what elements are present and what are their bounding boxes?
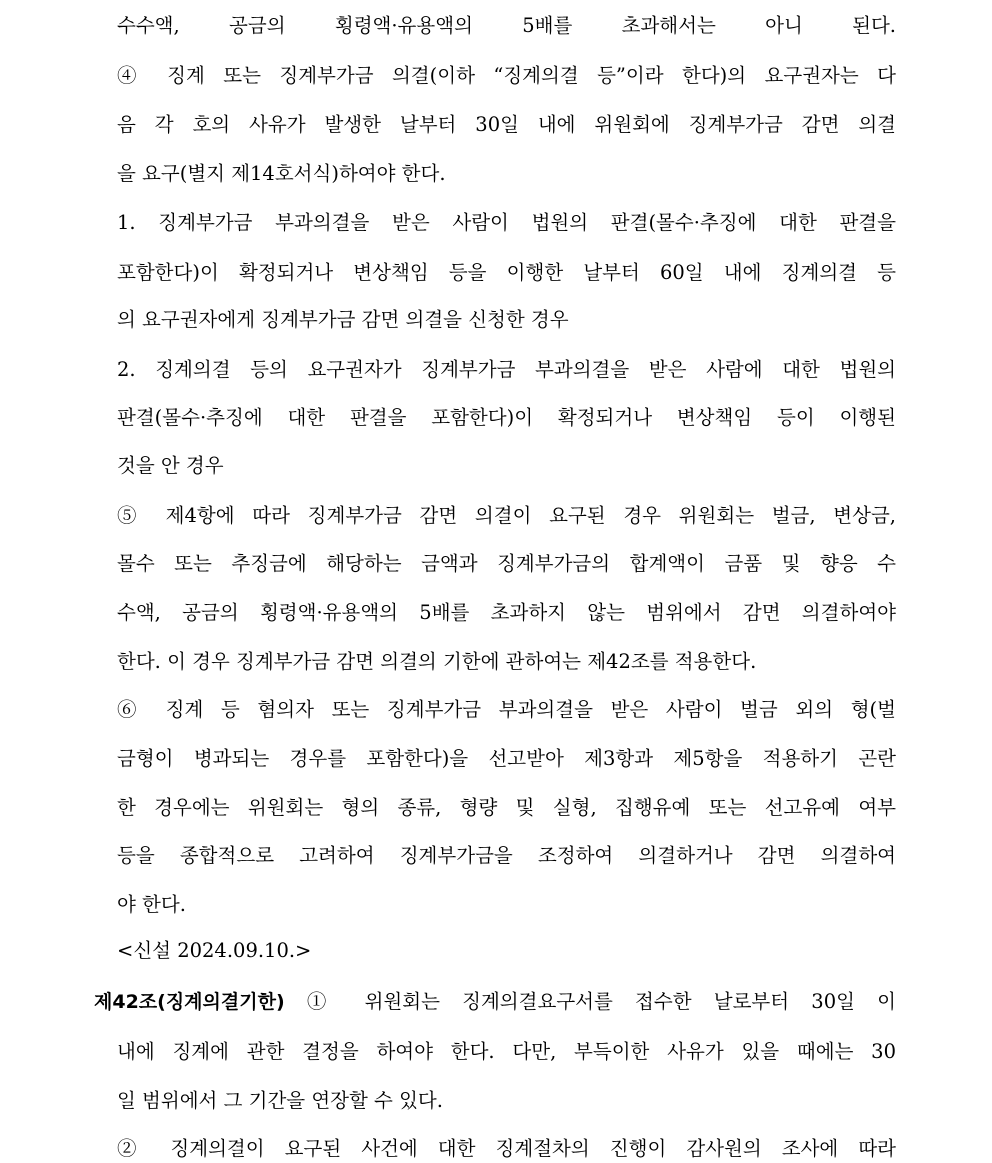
text-line: ⑤ 제4항에 따라 징계부가금 감면 의결이 요구된 경우 위원회는 벌금, 변상금,	[117, 504, 896, 527]
text-line: 등을 종합적으로 고려하여 징계부가금을 조정하여 의결하거나 감면 의결하여	[117, 844, 896, 867]
text-line: 음 각 호의 사유가 발생한 날부터 30일 내에 위원회에 징계부가금 감면 의결	[117, 113, 896, 136]
text-line: 판결(몰수·추징에 대한 판결을 포함한다)이 확정되거나 변상책임 등이 이행된	[117, 406, 896, 429]
text-line: ⑥ 징계 등 혐의자 또는 징계부가금 부과의결을 받은 사람이 벌금 외의 형(벌	[117, 698, 896, 721]
text-line: 수액, 공금의 횡령액·유용액의 5배를 초과하지 않는 범위에서 감면 의결하여야	[117, 601, 896, 624]
text-line: 1. 징계부가금 부과의결을 받은 사람이 법원의 판결(몰수·추징에 대한 판결을	[117, 211, 896, 234]
article-first-sentence: ① 위원회는 징계의결요구서를 접수한 날로부터 30일 이	[306, 990, 896, 1013]
text-line: 의 요구권자에게 징계부가금 감면 의결을 신청한 경우	[117, 308, 569, 331]
text-line: 한다. 이 경우 징계부가금 감면 의결의 기한에 관하여는 제42조를 적용한다.	[117, 650, 757, 673]
text-line: 금형이 병과되는 경우를 포함한다)을 선고받아 제3항과 제5항을 적용하기 곤란	[117, 747, 896, 770]
text-line: ④ 징계 또는 징계부가금 의결(이하 “징계의결 등”이라 한다)의 요구권자는 다	[117, 64, 896, 87]
text-line: 야 한다.	[117, 893, 186, 916]
text-line: 몰수 또는 추징금에 해당하는 금액과 징계부가금의 합계액이 금품 및 향응 수	[117, 552, 896, 575]
text-line: ② 징계의결이 요구된 사건에 대한 징계절차의 진행이 감사원의 조사에 따라	[117, 1137, 896, 1160]
text-line: 내에 징계에 관한 결정을 하여야 한다. 다만, 부득이한 사유가 있을 때에는 30	[117, 1040, 896, 1063]
text-line: 포함한다)이 확정되거나 변상책임 등을 이행한 날부터 60일 내에 징계의결 등	[117, 261, 896, 284]
text-line: 을 요구(별지 제14호서식)하여야 한다.	[117, 162, 446, 185]
text-line: 일 범위에서 그 기간을 연장할 수 있다.	[117, 1089, 443, 1112]
amendment-note: <신설 2024.09.10.>	[117, 939, 312, 962]
article-heading: 제42조(징계의결기한)	[94, 991, 285, 1013]
text-line: 것을 안 경우	[117, 454, 224, 477]
article-42-first-line	[94, 989, 896, 1015]
text-line: 한 경우에는 위원회는 형의 종류, 형량 및 실형, 집행유예 또는 선고유예 여부	[117, 796, 896, 819]
text-line: 수수액, 공금의 횡령액·유용액의 5배를 초과해서는 아니 된다.	[117, 14, 896, 37]
text-line: 2. 징계의결 등의 요구권자가 징계부가금 부과의결을 받은 사람에 대한 법원의	[117, 358, 896, 381]
